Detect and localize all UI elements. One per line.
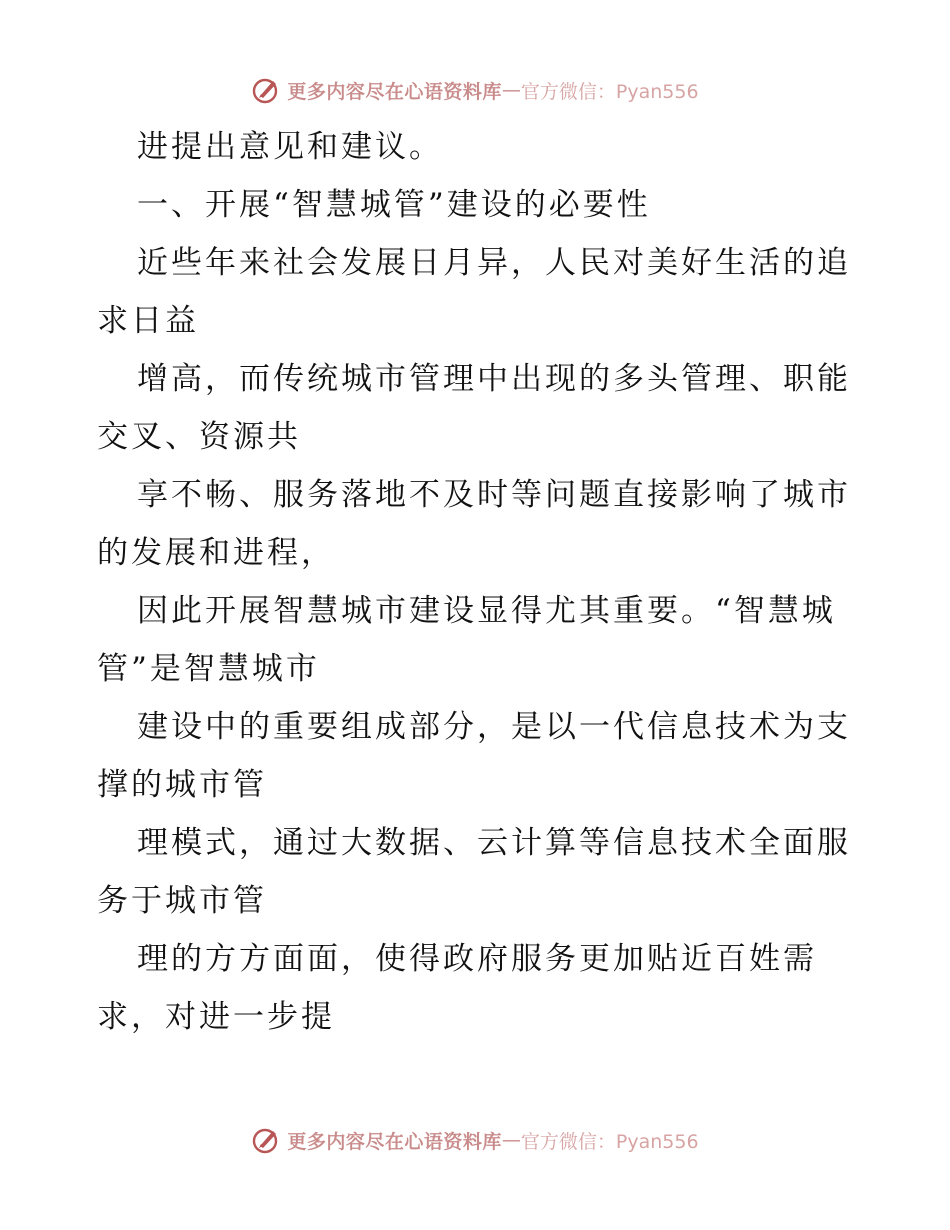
footer-banner — [0, 1120, 950, 1160]
body-line-12: 撑的城市管 — [97, 767, 267, 803]
banner-brand-text: 更多内容尽在心语资料库 — [287, 80, 502, 103]
body-line-3: 近些年来社会发展日月异，人民对美好生活的追 — [137, 245, 851, 281]
quill-logo-icon — [251, 1125, 281, 1155]
body-line-7: 享不畅、服务落地不及时等问题直接影响了城市 — [137, 477, 851, 513]
header-banner — [0, 70, 950, 110]
banner-separator: — — [501, 1129, 521, 1151]
body-line-13: 理模式，通过大数据、云计算等信息技术全面服 — [137, 825, 851, 861]
banner-wechat-text: 官方微信：Pyan556 — [520, 80, 699, 103]
body-line-10: 管”是智慧城市 — [97, 651, 320, 687]
body-line-1: 进提出意见和建议。 — [137, 129, 443, 165]
body-line-14: 务于城市管 — [97, 883, 267, 919]
banner-separator: — — [501, 79, 521, 101]
banner-wechat-text: 官方微信：Pyan556 — [520, 1130, 699, 1153]
body-line-6: 交叉、资源共 — [97, 419, 301, 455]
section-heading: 一、开展“智慧城管”建设的必要性 — [137, 187, 651, 223]
body-line-15: 理的方方面面，使得政府服务更加贴近百姓需 — [137, 941, 817, 977]
body-line-8: 的发展和进程， — [97, 535, 335, 571]
document-body — [97, 118, 857, 1046]
body-line-4: 求日益 — [97, 303, 199, 339]
body-line-5: 增高，而传统城市管理中出现的多头管理、职能 — [137, 361, 851, 397]
banner-brand-text: 更多内容尽在心语资料库 — [287, 1130, 502, 1153]
body-line-16: 求，对进一步提 — [97, 999, 335, 1035]
quill-logo-icon — [251, 75, 281, 105]
body-line-9: 因此开展智慧城市建设显得尤其重要。“智慧城 — [137, 593, 836, 629]
body-line-11: 建设中的重要组成部分，是以一代信息技术为支 — [137, 709, 851, 745]
